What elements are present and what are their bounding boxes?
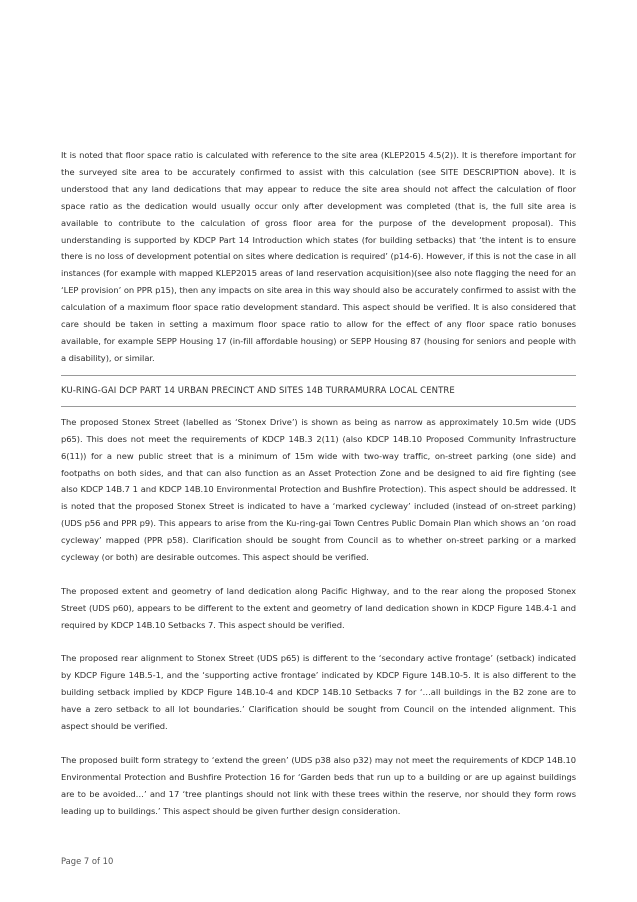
section-divider-bottom xyxy=(61,406,576,407)
paragraph-rear-alignment: The proposed rear alignment to Stonex Street (UDS p65) is different to the ‘secondary active frontage’ (setback) indicated by KDCP Figure 14B.5-1, and the ‘supporting active frontage’ indicated by KDCP Figure 14B.10-5. It is also different to the building setback implied by KDCP Figure 14B.10-4 and KDCP 14B.10 Setbacks 7 for ‘…all buildings in the B2 zone are to have a zero setback to all lot boundaries.’ Clarification should be sought from Council on the intended alignment. This aspect should be verified. xyxy=(61,653,576,732)
paragraph-built-form: The proposed built form strategy to ‘extend the green’ (UDS p38 also p32) may not meet the requirements of KDCP 14B.10 Environmental Protection and Bushfire Protection 16 for ‘Garden beds that run up to a building or are up against buildings are to be avoided…’ and 17 ‘tree plantings should not link with these trees within the reserve, nor should they form rows leading up to buildings.’ This aspect should be given further design consideration. xyxy=(61,754,576,816)
section-divider-top xyxy=(61,375,576,376)
page-content xyxy=(61,147,576,819)
paragraph-spacer xyxy=(61,634,576,651)
paragraph-land-dedication: The proposed extent and geometry of land dedication along Pacific Highway, and to the rear along the proposed Stonex Street (UDS p60), appears to be different to the extent and geometry of land dedication shown in KDCP Figure 14B.4-1 and required by KDCP 14B.10 Setbacks 7. This aspect should be verified. xyxy=(61,585,576,630)
intro-paragraph: It is noted that floor space ratio is calculated with reference to the site area (KLEP2015 4.5(2)). It is therefore important for the surveyed site area to be accurately confirmed to assist with this calculation (see SITE DESCRIPTION above). It is understood that any land dedications that may appear to reduce the site area should not affect the calculation of floor space ratio as the dedication would usually occur only after development was completed (that is, the full site area is available to contribute to the calculation of gross floor area for the purpose of the development proposal). This understanding is supported by KDCP Part 14 Introduction which states (for building setbacks) that ‘the intent is to ensure there is no loss of development potential on sites where dedication is required’ (p14-6). However, if this is not the case in all instances (for example with mapped KLEP2015 areas of land reservation acquisition)(see also note flagging the need for an ‘LEP provision’ on PPR p15), then any impacts on site area in this way should also be accurately confirmed to assist with the calculation of a maximum floor space ratio development standard. This aspect should be verified. It is also considered that care should be taken in setting a maximum floor space ratio to allow for the effect of any floor space ratio bonuses available, for example SEPP Housing 17 (in-fill affordable housing) or SEPP Housing 87 (housing for seniors and people with a disability), or similar. xyxy=(61,150,576,363)
paragraph-spacer xyxy=(61,566,576,583)
paragraph-stonex-street: The proposed Stonex Street (labelled as ‘Stonex Drive’) is shown as being as narrow as approximately 10.5m wide (UDS p65). This does not meet the requirements of KDCP 14B.3 2(11) (also KDCP 14B.10 Proposed Community Infrastructure 6(11)) for a new public street that is a minimum of 15m wide with two-way traffic, on-street parking (one side) and footpaths on both sides, and that can also function as an Asset Protection Zone and be designed to aid fire fighting (see also KDCP 14B.7 1 and KDCP 14B.10 Environmental Protection and Bushfire Protection). This aspect should be addressed. It is noted that the proposed Stonex Street is indicated to have a ‘marked cycleway’ included (instead of on-street parking)(UDS p56 and PPR p9). This appears to arise from the Ku-ring-gai Town Centres Public Domain Plan which shows an ‘on road cycleway’ mapped (PPR p58). Clarification should be sought from Council as to whether on-street parking or a marked cycleway (or both) are desirable outcomes. This aspect should be verified. xyxy=(61,416,576,563)
section-heading: KU-RING-GAI DCP PART 14 URBAN PRECINCT AND SITES 14B TURRAMURRA LOCAL CENTRE xyxy=(61,385,455,396)
paragraph-spacer xyxy=(61,735,576,752)
page-number-footer: Page 7 of 10 xyxy=(61,856,114,866)
